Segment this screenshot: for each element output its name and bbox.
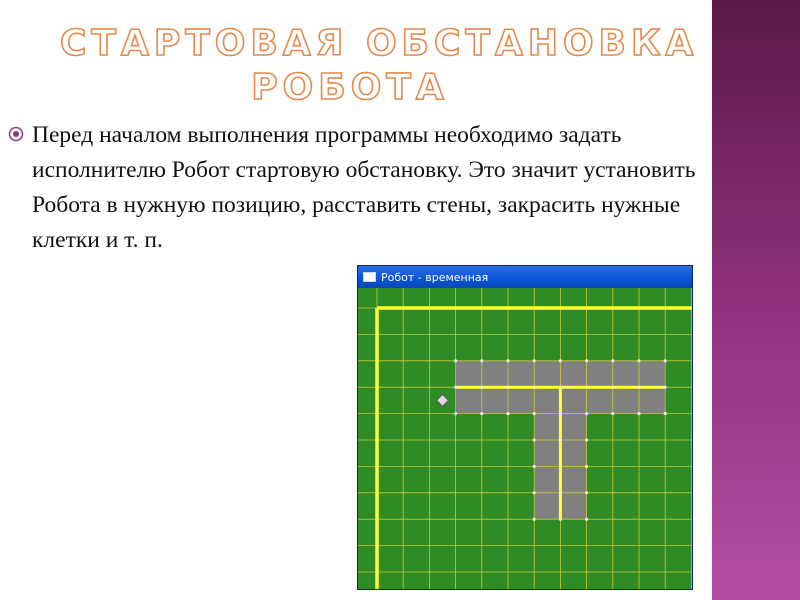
cell-marker-dot — [533, 491, 536, 494]
painted-cell — [456, 387, 482, 413]
cell-marker-dot — [559, 359, 562, 362]
cell-marker-dot — [506, 359, 509, 362]
painted-cell — [560, 387, 586, 413]
cell-marker-dot — [559, 386, 562, 389]
cell-marker-dot — [585, 518, 588, 521]
slide-title — [60, 22, 699, 110]
cell-marker-dot — [454, 359, 457, 362]
painted-cell — [639, 361, 665, 387]
cell-marker-dot — [533, 386, 536, 389]
cell-marker-dot — [506, 412, 509, 415]
cell-marker-dot — [585, 438, 588, 441]
app-window-icon — [363, 272, 376, 282]
painted-cell — [560, 361, 586, 387]
cell-marker-dot — [664, 359, 667, 362]
slide-title-line-2: РОБОТА — [251, 67, 449, 108]
cell-marker-dot — [480, 412, 483, 415]
cell-marker-dot — [506, 386, 509, 389]
painted-cell — [560, 440, 586, 466]
cell-marker-dot — [533, 412, 536, 415]
cell-marker-dot — [611, 359, 614, 362]
cell-marker-dot — [559, 438, 562, 441]
cell-marker-dot — [533, 359, 536, 362]
painted-cell — [587, 361, 613, 387]
cell-marker-dot — [533, 438, 536, 441]
cell-marker-dot — [611, 412, 614, 415]
bullet-item — [8, 118, 708, 258]
cell-marker-dot — [454, 386, 457, 389]
painted-cell — [560, 493, 586, 519]
painted-cell — [508, 387, 534, 413]
decorative-side-band — [712, 0, 800, 600]
window-title: Робот - временная — [381, 270, 489, 284]
cell-marker-dot — [533, 465, 536, 468]
cell-marker-dot — [611, 386, 614, 389]
window-titlebar[interactable] — [358, 266, 692, 288]
painted-cell — [534, 414, 560, 440]
painted-cell — [534, 387, 560, 413]
painted-cell — [456, 361, 482, 387]
cell-marker-dot — [664, 386, 667, 389]
field-background — [358, 288, 693, 590]
cell-marker-dot — [637, 359, 640, 362]
cell-marker-dot — [585, 491, 588, 494]
cell-marker-dot — [585, 412, 588, 415]
painted-cell — [587, 387, 613, 413]
painted-cell — [534, 493, 560, 519]
cell-marker-dot — [454, 412, 457, 415]
circled-dot-icon — [8, 126, 24, 142]
painted-cell — [639, 387, 665, 413]
painted-cell — [534, 440, 560, 466]
painted-cell — [482, 361, 508, 387]
cell-marker-dot — [559, 465, 562, 468]
robot-window — [357, 265, 693, 590]
cell-marker-dot — [664, 412, 667, 415]
cell-marker-dot — [585, 359, 588, 362]
bullet-text: Перед началом выполнения программы необходимо задать исполнителю Робот стартовую обстановку. Это значит установить Робота в нужную позицию, расставить стены, закрасить нужные клетки и т. п. — [32, 122, 696, 253]
painted-cell — [560, 414, 586, 440]
painted-cell — [534, 361, 560, 387]
cell-marker-dot — [637, 412, 640, 415]
cell-marker-dot — [637, 386, 640, 389]
cell-marker-dot — [559, 412, 562, 415]
painted-cell — [613, 387, 639, 413]
cell-marker-dot — [480, 359, 483, 362]
cell-marker-dot — [585, 465, 588, 468]
slide-title-line-1: СТАРТОВАЯ ОБСТАНОВКА — [60, 23, 699, 64]
painted-cell — [508, 361, 534, 387]
painted-cell — [560, 466, 586, 492]
painted-cell — [613, 361, 639, 387]
robot-field — [358, 288, 693, 590]
cell-marker-dot — [559, 518, 562, 521]
cell-marker-dot — [585, 386, 588, 389]
cell-marker-dot — [559, 491, 562, 494]
painted-cell — [482, 387, 508, 413]
painted-cell — [534, 466, 560, 492]
cell-marker-dot — [480, 386, 483, 389]
cell-marker-dot — [533, 518, 536, 521]
